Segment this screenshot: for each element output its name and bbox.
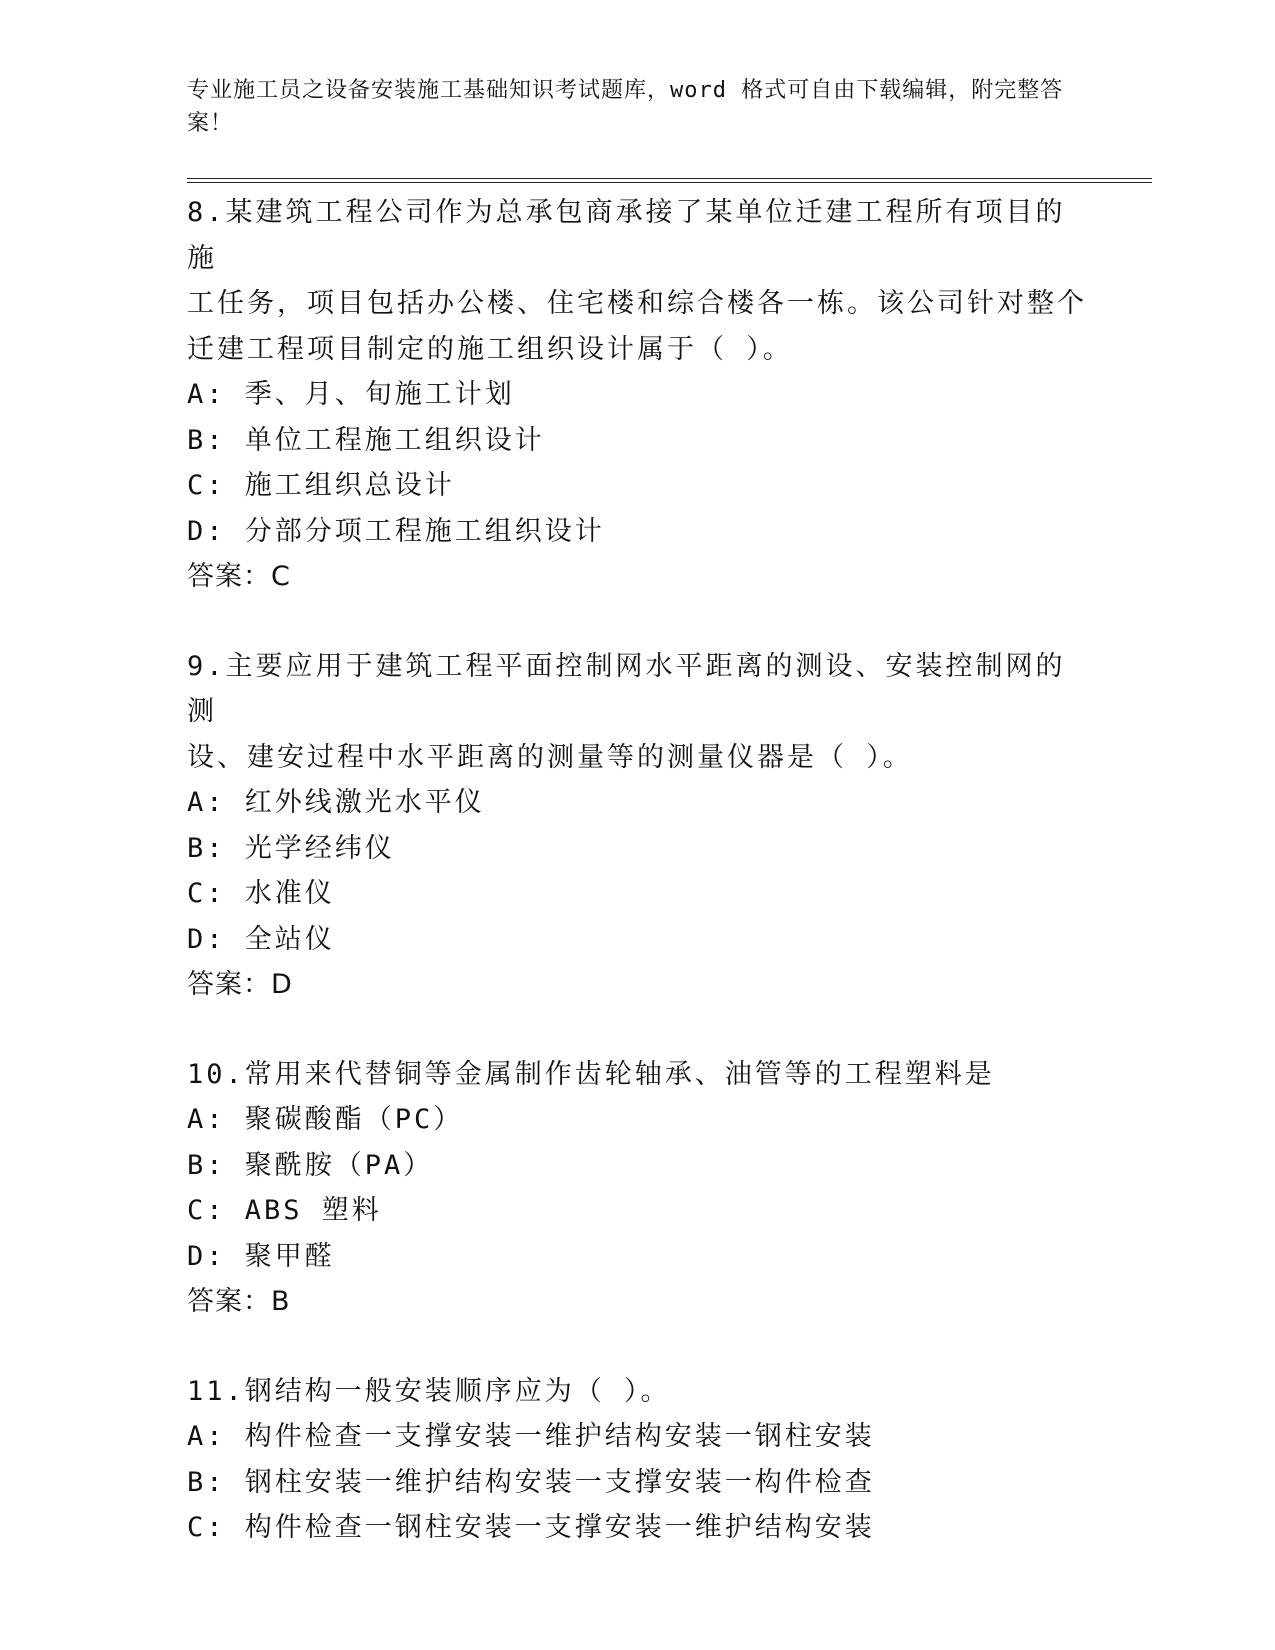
option-a: A: 聚碳酸酯（PC） xyxy=(187,1104,464,1135)
option-a: A: 季、月、旬施工计划 xyxy=(187,379,515,410)
question-11 xyxy=(187,1369,1087,1551)
question-stem-line: 8.某建筑工程公司作为总承包商承接了某单位迁建工程所有项目的施 xyxy=(187,197,1066,274)
option-d: D: 聚甲醛 xyxy=(187,1240,335,1272)
question-list xyxy=(187,190,1087,1551)
answer: 答案：D xyxy=(187,969,293,1000)
option-a: A: 红外线激光水平仪 xyxy=(187,787,485,818)
option-a: A: 构件检查一支撑安装一维护结构安装一钢柱安装 xyxy=(187,1421,875,1452)
option-c: C: 水准仪 xyxy=(187,878,335,909)
header-double-rule xyxy=(187,178,1152,183)
answer: 答案：C xyxy=(187,561,291,592)
option-b: B: 单位工程施工组织设计 xyxy=(187,424,545,456)
question-8 xyxy=(187,190,1087,600)
question-stem-line: 11.钢结构一般安装顺序应为（ ）。 xyxy=(187,1375,671,1407)
question-stem-line: 迁建工程项目制定的施工组织设计属于（ ）。 xyxy=(187,333,793,365)
document-header: 专业施工员之设备安装施工基础知识考试题库，word 格式可自由下载编辑，附完整答案！ xyxy=(187,78,1064,136)
option-d: D: 分部分项工程施工组织设计 xyxy=(187,515,605,547)
option-c: C: ABS 塑料 xyxy=(187,1195,382,1226)
option-c: C: 施工组织总设计 xyxy=(187,470,455,501)
question-stem-line: 设、建安过程中水平距离的测量等的测量仪器是（ ）。 xyxy=(187,741,913,773)
option-b: B: 钢柱安装一维护结构安装一支撑安装一构件检查 xyxy=(187,1466,875,1498)
answer: 答案：B xyxy=(187,1286,291,1317)
question-10 xyxy=(187,1052,1087,1325)
spacer xyxy=(187,600,1087,644)
question-stem-line: 工任务，项目包括办公楼、住宅楼和综合楼各一栋。该公司针对整个 xyxy=(187,288,1087,319)
question-stem-line: 9.主要应用于建筑工程平面控制网水平距离的测设、安装控制网的测 xyxy=(187,650,1066,727)
spacer xyxy=(187,1008,1087,1052)
option-b: B: 光学经纬仪 xyxy=(187,832,395,864)
option-c: C: 构件检查一钢柱安装一支撑安装一维护结构安装 xyxy=(187,1512,875,1543)
option-b: B: 聚酰胺（PA） xyxy=(187,1149,434,1181)
question-9 xyxy=(187,644,1087,1008)
option-d: D: 全站仪 xyxy=(187,923,335,955)
spacer xyxy=(187,1325,1087,1369)
question-stem-line: 10.常用来代替铜等金属制作齿轮轴承、油管等的工程塑料是 xyxy=(187,1058,995,1090)
